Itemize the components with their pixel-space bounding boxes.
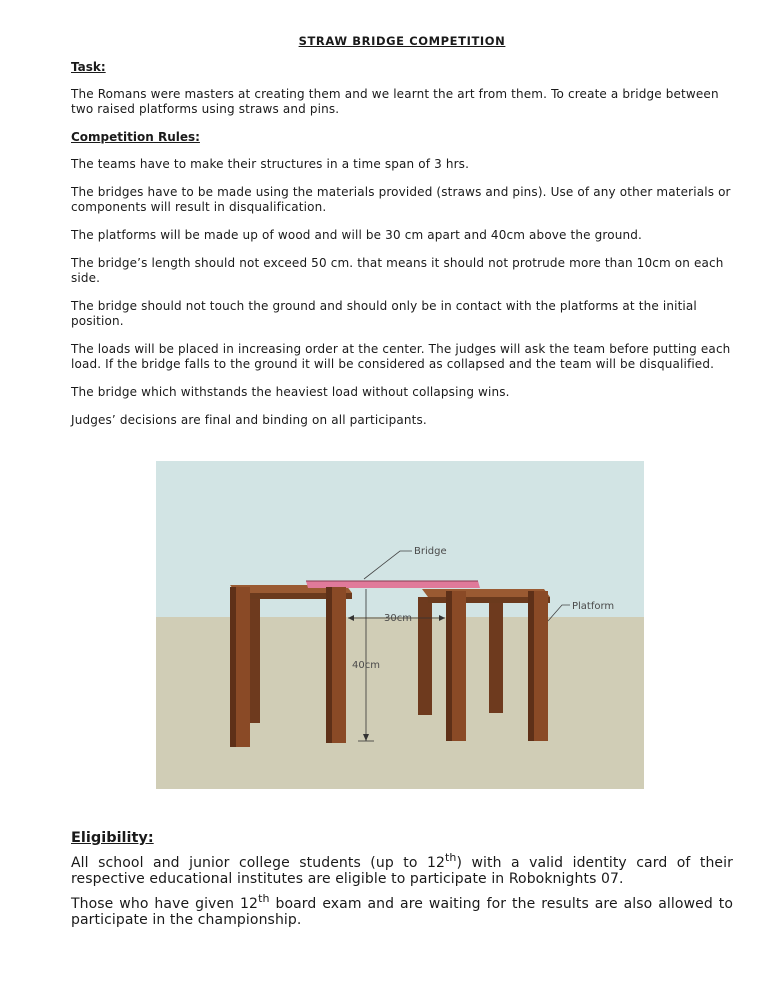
platform-leg	[418, 597, 432, 715]
rule-paragraph: Judges’ decisions are final and binding on all participants.	[71, 413, 427, 427]
rule-paragraph: The platforms will be made up of wood and will be 30 cm apart and 40cm above the ground.	[71, 228, 642, 242]
page-title: STRAW BRIDGE COMPETITION	[298, 34, 506, 48]
document-body	[71, 34, 733, 441]
rule-paragraph: The loads will be placed in increasing order at the center. The judges will ask the team before putting each load. If the bridge falls to the ground it will be considered as collapsed and the team will be disqualified.	[71, 342, 731, 371]
height-label: 40cm	[352, 660, 380, 671]
bridge-label: Bridge	[414, 546, 447, 557]
rule-paragraph: The teams have to make their structures in a time span of 3 hrs.	[71, 157, 470, 171]
rule-paragraph: The bridges have to be made using the materials provided (straws and pins). Use of any other materials or components will result in disqualification.	[71, 185, 731, 214]
task-heading: Task:	[71, 60, 106, 74]
eligibility-paragraph: All school and junior college students (up to 12th) with a valid identity card of their respective educational institutes are eligible to participate in Roboknights 07.	[71, 851, 733, 887]
bridge-diagram	[156, 461, 644, 789]
straw-bridge	[306, 581, 480, 588]
task-text: The Romans were masters at creating them and we learnt the art from them. To create a bridge between two raised platforms using straws and pins.	[71, 87, 719, 116]
rule-paragraph: The bridge should not touch the ground and should only be in contact with the platforms at the initial position.	[71, 299, 697, 328]
platform-leg	[489, 597, 503, 713]
bridge-illustration	[156, 461, 644, 789]
eligibility-section	[71, 830, 733, 937]
ground-background	[156, 617, 644, 789]
rules-heading: Competition Rules:	[71, 130, 200, 144]
gap-label: 30cm	[384, 613, 412, 624]
rule-paragraph: The bridge which withstands the heaviest load without collapsing wins.	[71, 385, 510, 399]
sky-background	[156, 461, 644, 617]
eligibility-heading: Eligibility:	[71, 830, 154, 846]
rule-paragraph: The bridge’s length should not exceed 50 cm. that means it should not protrude more than 10cm on each side.	[71, 256, 724, 285]
eligibility-paragraph: Those who have given 12th board exam and are waiting for the results are also allowed to participate in the championship.	[71, 892, 733, 928]
platform-label: Platform	[572, 601, 615, 612]
